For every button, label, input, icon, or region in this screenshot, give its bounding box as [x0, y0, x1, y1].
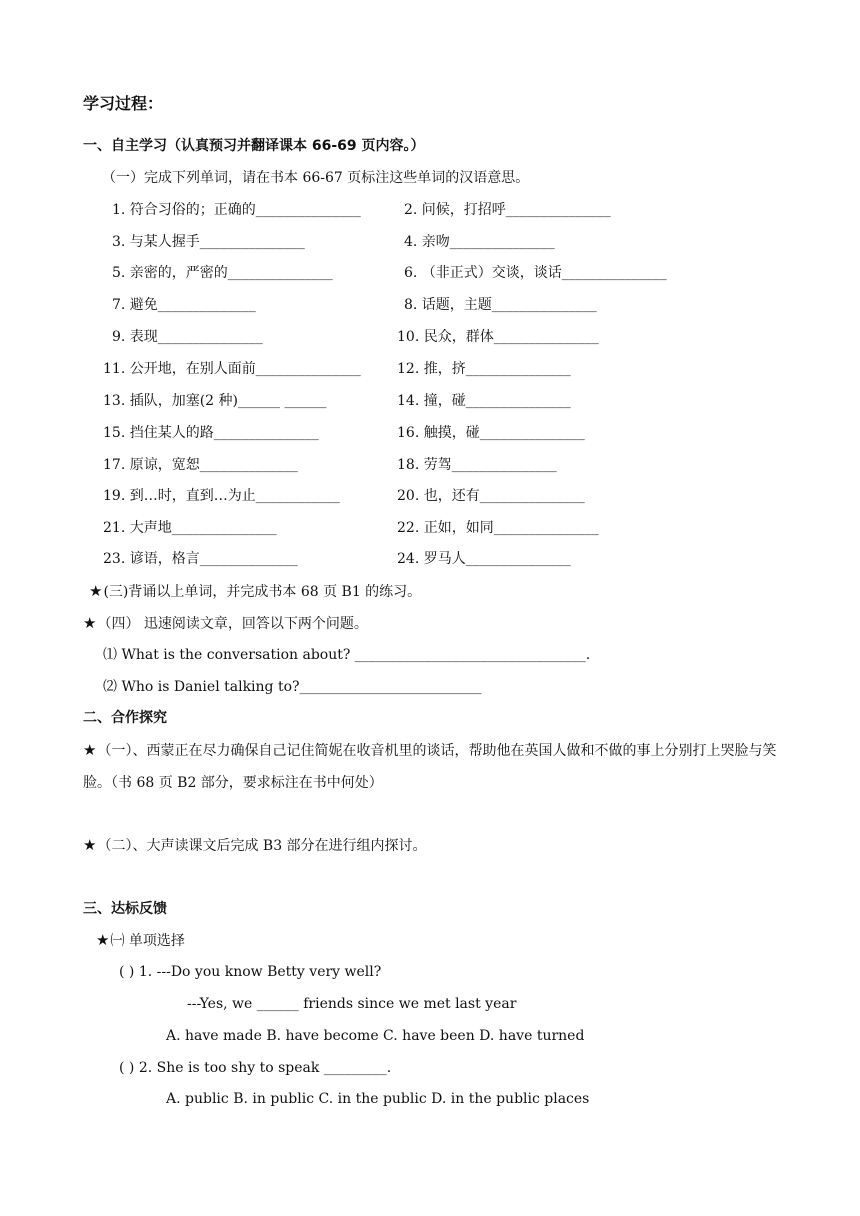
vocab-item: 11. 公开地，在别人面前_______________ [103, 361, 361, 377]
section2-item2-text: （二）、大声读课文后完成 B3 部分在进行组内探讨。 [97, 838, 427, 854]
section2-item2 [83, 836, 427, 855]
question-1: ⑴ What is the conversation about? _________________________________. [103, 647, 591, 663]
vocab-item: 3. 与某人握手_______________ [112, 234, 305, 250]
star-icon: ★ [89, 582, 103, 600]
star-icon: ★ [83, 741, 97, 759]
vocab-item: 22. 正如，如同_______________ [397, 520, 599, 536]
section1-sub3-text: (三)背诵以上单词，并完成书本 68 页 B1 的练习。 [103, 584, 422, 600]
vocab-item: 24. 罗马人_______________ [397, 551, 571, 567]
section1-sub3 [89, 582, 421, 601]
vocab-item: 9. 表现_______________ [112, 329, 263, 345]
vocab-item: 1. 符合习俗的；正确的_______________ [112, 202, 361, 218]
vocab-item: 6. （非正式）交谈，谈话_______________ [404, 265, 667, 281]
vocab-item: 4. 亲吻_______________ [404, 234, 555, 250]
vocab-item: 16. 触摸，碰_______________ [397, 425, 585, 441]
question-2: ⑵ Who is Daniel talking to?__________________________ [103, 679, 482, 695]
vocab-item: 14. 撞，碰_______________ [397, 393, 571, 409]
mcq-1-options: A. have made B. have become C. have been D. have turned [166, 1028, 585, 1044]
section2-heading: 二、合作探究 [83, 710, 167, 726]
section3-sub1-text: ㈠ 单项选择 [110, 933, 185, 949]
vocab-item: 19. 到…时，直到…为止____________ [103, 488, 340, 504]
mcq-1-answer-line: ---Yes, we ______ friends since we met last year [187, 996, 517, 1012]
vocab-item: 5. 亲密的，严密的_______________ [112, 265, 333, 281]
section3-heading: 三、达标反馈 [83, 901, 167, 917]
section1-heading: 一、自主学习（认真预习并翻译课本 66-69 页内容。） [83, 138, 425, 154]
section3-sub1 [96, 931, 185, 950]
vocab-item: 7. 避免______________ [112, 297, 256, 313]
section2-item1-text: （一）、西蒙正在尽力确保自己记住简妮在收音机里的谈话，帮助他在英国人做和不做的事上分别打上哭脸与笑脸。（书 68 页 B2 部分，要求标注在书中何处） [83, 743, 777, 791]
vocab-item: 12. 推，挤_______________ [397, 361, 571, 377]
vocab-item: 15. 挡住某人的路_______________ [103, 425, 319, 441]
mcq-2-options: A. public B. in public C. in the public D. in the public places [166, 1091, 590, 1107]
section1-sub1: （一）完成下列单词，请在书本 66-67 页标注这些单词的汉语意思。 [102, 170, 530, 186]
vocab-item: 18. 劳驾_______________ [397, 457, 557, 473]
mcq-2-stem: ( ) 2. She is too shy to speak _________. [119, 1060, 392, 1076]
vocab-item: 2. 问候，打招呼_______________ [404, 202, 611, 218]
vocab-item: 21. 大声地_______________ [103, 520, 277, 536]
vocab-item: 20. 也，还有_______________ [397, 488, 585, 504]
vocab-item: 8. 话题，主题_______________ [404, 297, 597, 313]
vocab-item: 10. 民众，群体_______________ [397, 329, 599, 345]
page-title: 学习过程： [83, 94, 164, 113]
vocab-item: 17. 原谅，宽恕______________ [103, 457, 298, 473]
section1-sub4 [83, 614, 368, 633]
star-icon: ★ [83, 614, 97, 632]
mcq-1-stem: ( ) 1. ---Do you know Betty very well? [119, 964, 382, 980]
vocab-item: 23. 谚语，格言______________ [103, 551, 298, 567]
vocab-item: 13. 插队，加塞(2 种)______ ______ [103, 393, 327, 409]
section2-item1 [83, 734, 783, 799]
star-icon: ★ [96, 931, 110, 949]
star-icon: ★ [83, 836, 97, 854]
section1-sub4-text: （四） 迅速阅读文章，回答以下两个问题。 [97, 616, 368, 632]
